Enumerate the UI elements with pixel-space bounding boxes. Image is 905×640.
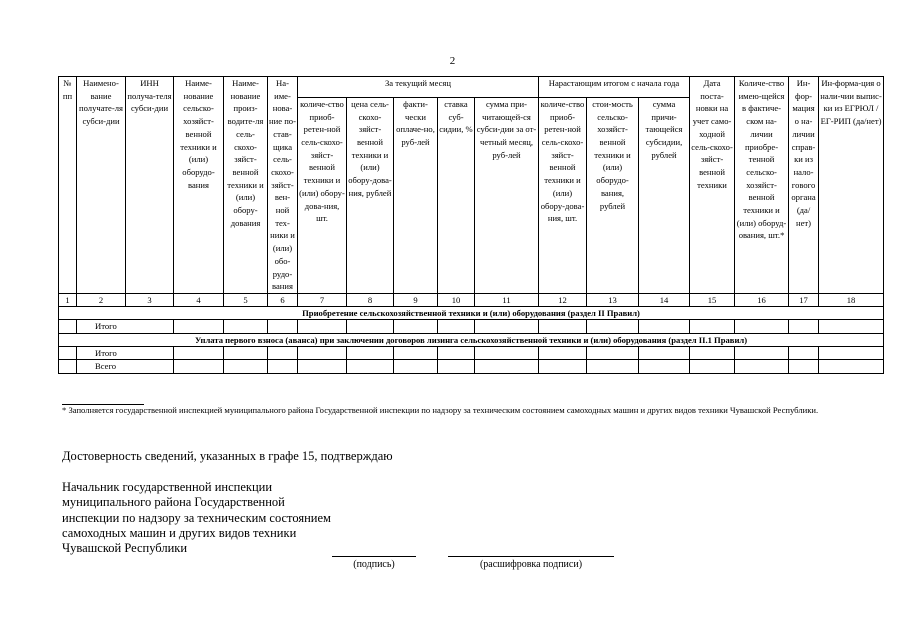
column-number: 17 <box>789 293 819 306</box>
header-col-10: ставка суб-сидии, % <box>438 97 475 293</box>
column-number: 9 <box>394 293 438 306</box>
table-cell <box>735 346 789 360</box>
table-cell <box>819 360 884 374</box>
header-col-14: сумма причи-тающейся субсидии, рублей <box>639 97 690 293</box>
column-number: 8 <box>347 293 394 306</box>
header-col-9: факти-чески оплаче-но, руб-лей <box>394 97 438 293</box>
header-group-current: За текущий месяц <box>298 77 539 98</box>
signature-decode-caption: (расшифровка подписи) <box>479 559 583 570</box>
column-number: 14 <box>639 293 690 306</box>
table-cell <box>639 319 690 333</box>
table-cell <box>174 360 224 374</box>
table-cell <box>224 319 268 333</box>
table-cell <box>438 346 475 360</box>
table-cell <box>59 346 77 360</box>
table-cell <box>789 360 819 374</box>
table-cell <box>475 346 539 360</box>
header-col-17: Ин-фор-мация о на-личии справ-ки из нало-гового органа (да/ нет) <box>789 77 819 294</box>
signer-title: Начальник государственной инспекции муниципального района Государственной инспекции по надзору за техническим состоянием самоходных машин и других видов техники Чувашской Республики <box>62 480 331 556</box>
column-number: 5 <box>224 293 268 306</box>
column-number: 4 <box>174 293 224 306</box>
section-1-title: Приобретение сельскохозяйственной техники и (или) оборудования (раздел II Правил) <box>59 306 884 319</box>
section-1-total-row <box>59 319 884 333</box>
table-cell <box>438 319 475 333</box>
column-number: 13 <box>587 293 639 306</box>
header-col-13: стои-мость сельско-хозяйст-венной техники и (или) оборудо-вания, рублей <box>587 97 639 293</box>
table-cell <box>394 346 438 360</box>
table-cell <box>587 319 639 333</box>
table-cell <box>298 360 347 374</box>
column-number: 10 <box>438 293 475 306</box>
table-cell <box>819 319 884 333</box>
header-col-3: ИНН получа-теля субси-дии <box>126 77 174 294</box>
column-number: 1 <box>59 293 77 306</box>
section-2-total-row <box>59 346 884 360</box>
report-table <box>58 76 884 374</box>
table-cell <box>690 360 735 374</box>
header-group-total: Нарастающим итогом с начала года <box>539 77 690 98</box>
header-col-6: На-име-нова-ние по-став-щика сель-скохо-зяйст-вен-ной тех-ники и (или) обо-рудо-вания <box>268 77 298 294</box>
header-col-12: количе-ство приоб-ретен-ной сель-скохо-зяйст-венной техники и (или) обору-дова-ния, шт. <box>539 97 587 293</box>
table-cell <box>268 319 298 333</box>
table-cell <box>587 360 639 374</box>
signature-line <box>332 556 416 557</box>
table-cell <box>438 360 475 374</box>
header-col-18: Ин-форма-ция о нали-чии выпис-ки из ЕГРЮЛ / ЕГ-РИП (да/нет) <box>819 77 884 294</box>
table-cell <box>735 319 789 333</box>
grand-total-row <box>59 360 884 374</box>
column-number: 11 <box>475 293 539 306</box>
column-number-row <box>59 293 884 306</box>
header-col-7: количе-ство приоб-ретен-ной сель-скохо-зяйст-венной техники и (или) обору-дова-ния, шт. <box>298 97 347 293</box>
table-cell <box>347 319 394 333</box>
column-number: 15 <box>690 293 735 306</box>
column-number: 18 <box>819 293 884 306</box>
section-1-total-label: Итого <box>77 319 174 333</box>
header-col-8: цена сель-скохо-зяйст-венной техники и (или) обору-дова-ния, рублей <box>347 97 394 293</box>
table-cell <box>59 360 77 374</box>
column-number: 12 <box>539 293 587 306</box>
signature-caption: (подпись) <box>353 559 395 570</box>
table-cell <box>539 346 587 360</box>
header-col-1: № пп <box>59 77 77 294</box>
table-cell <box>347 360 394 374</box>
table-cell <box>224 360 268 374</box>
table-cell <box>224 346 268 360</box>
column-number: 3 <box>126 293 174 306</box>
header-col-4: Наиме-нование сельско-хозяйст-венной техники и (или) оборудо-вания <box>174 77 224 294</box>
table-cell <box>174 346 224 360</box>
table-cell <box>819 346 884 360</box>
table-cell <box>475 319 539 333</box>
table-cell <box>539 360 587 374</box>
grand-total-label: Всего <box>77 360 174 374</box>
table-cell <box>394 360 438 374</box>
table-cell <box>268 360 298 374</box>
table-cell <box>690 319 735 333</box>
table-cell <box>394 319 438 333</box>
confirmation-statement: Достоверность сведений, указанных в графе 15, подтверждаю <box>62 449 393 463</box>
table-cell <box>174 319 224 333</box>
header-col-16: Количе-ство имею-щейся в фактиче-ском на-личии приобре-тенной сельско-хозяйст-венной техники и (или) оборуд-ования, шт.* <box>735 77 789 294</box>
table-cell <box>539 319 587 333</box>
table-cell <box>690 346 735 360</box>
section-2-title: Уплата первого взноса (аванса) при заключении договоров лизинга сельскохозяйственной техники и (или) оборудования (раздел II.1 Правил) <box>59 333 884 346</box>
section-1-title-row <box>59 306 884 319</box>
table-cell <box>639 346 690 360</box>
header-col-15: Дата поста-новки на учет само-ходной сель-скохо-зяйст-венной техники <box>690 77 735 294</box>
table-cell <box>347 346 394 360</box>
table-cell <box>789 346 819 360</box>
signature-decode-line <box>448 556 614 557</box>
table-cell <box>59 319 77 333</box>
table-cell <box>639 360 690 374</box>
table-cell <box>268 346 298 360</box>
table-cell <box>789 319 819 333</box>
column-number: 16 <box>735 293 789 306</box>
header-col-5: Наиме-нование произ-водите-ля сель-скохо-зяйст-венной техники и (или) обору-дования <box>224 77 268 294</box>
table-cell <box>587 346 639 360</box>
section-2-total-label: Итого <box>77 346 174 360</box>
column-number: 7 <box>298 293 347 306</box>
footnote: * Заполняется государственной инспекцией муниципального района Государственной инспекции по надзору за техническим состоянием самоходных машин и других видов техники Чувашской Республики. <box>62 405 819 415</box>
header-col-2: Наимено-вание получате-ля субси-дии <box>77 77 126 294</box>
table-cell <box>298 346 347 360</box>
table-cell <box>298 319 347 333</box>
section-2-title-row <box>59 333 884 346</box>
page-number: 2 <box>449 55 456 67</box>
table-cell <box>735 360 789 374</box>
column-number: 2 <box>77 293 126 306</box>
table-cell <box>475 360 539 374</box>
header-row-top <box>59 77 884 98</box>
column-number: 6 <box>268 293 298 306</box>
header-col-11: сумма при-читающей-ся субси-дии за от-четный месяц, руб-лей <box>475 97 539 293</box>
